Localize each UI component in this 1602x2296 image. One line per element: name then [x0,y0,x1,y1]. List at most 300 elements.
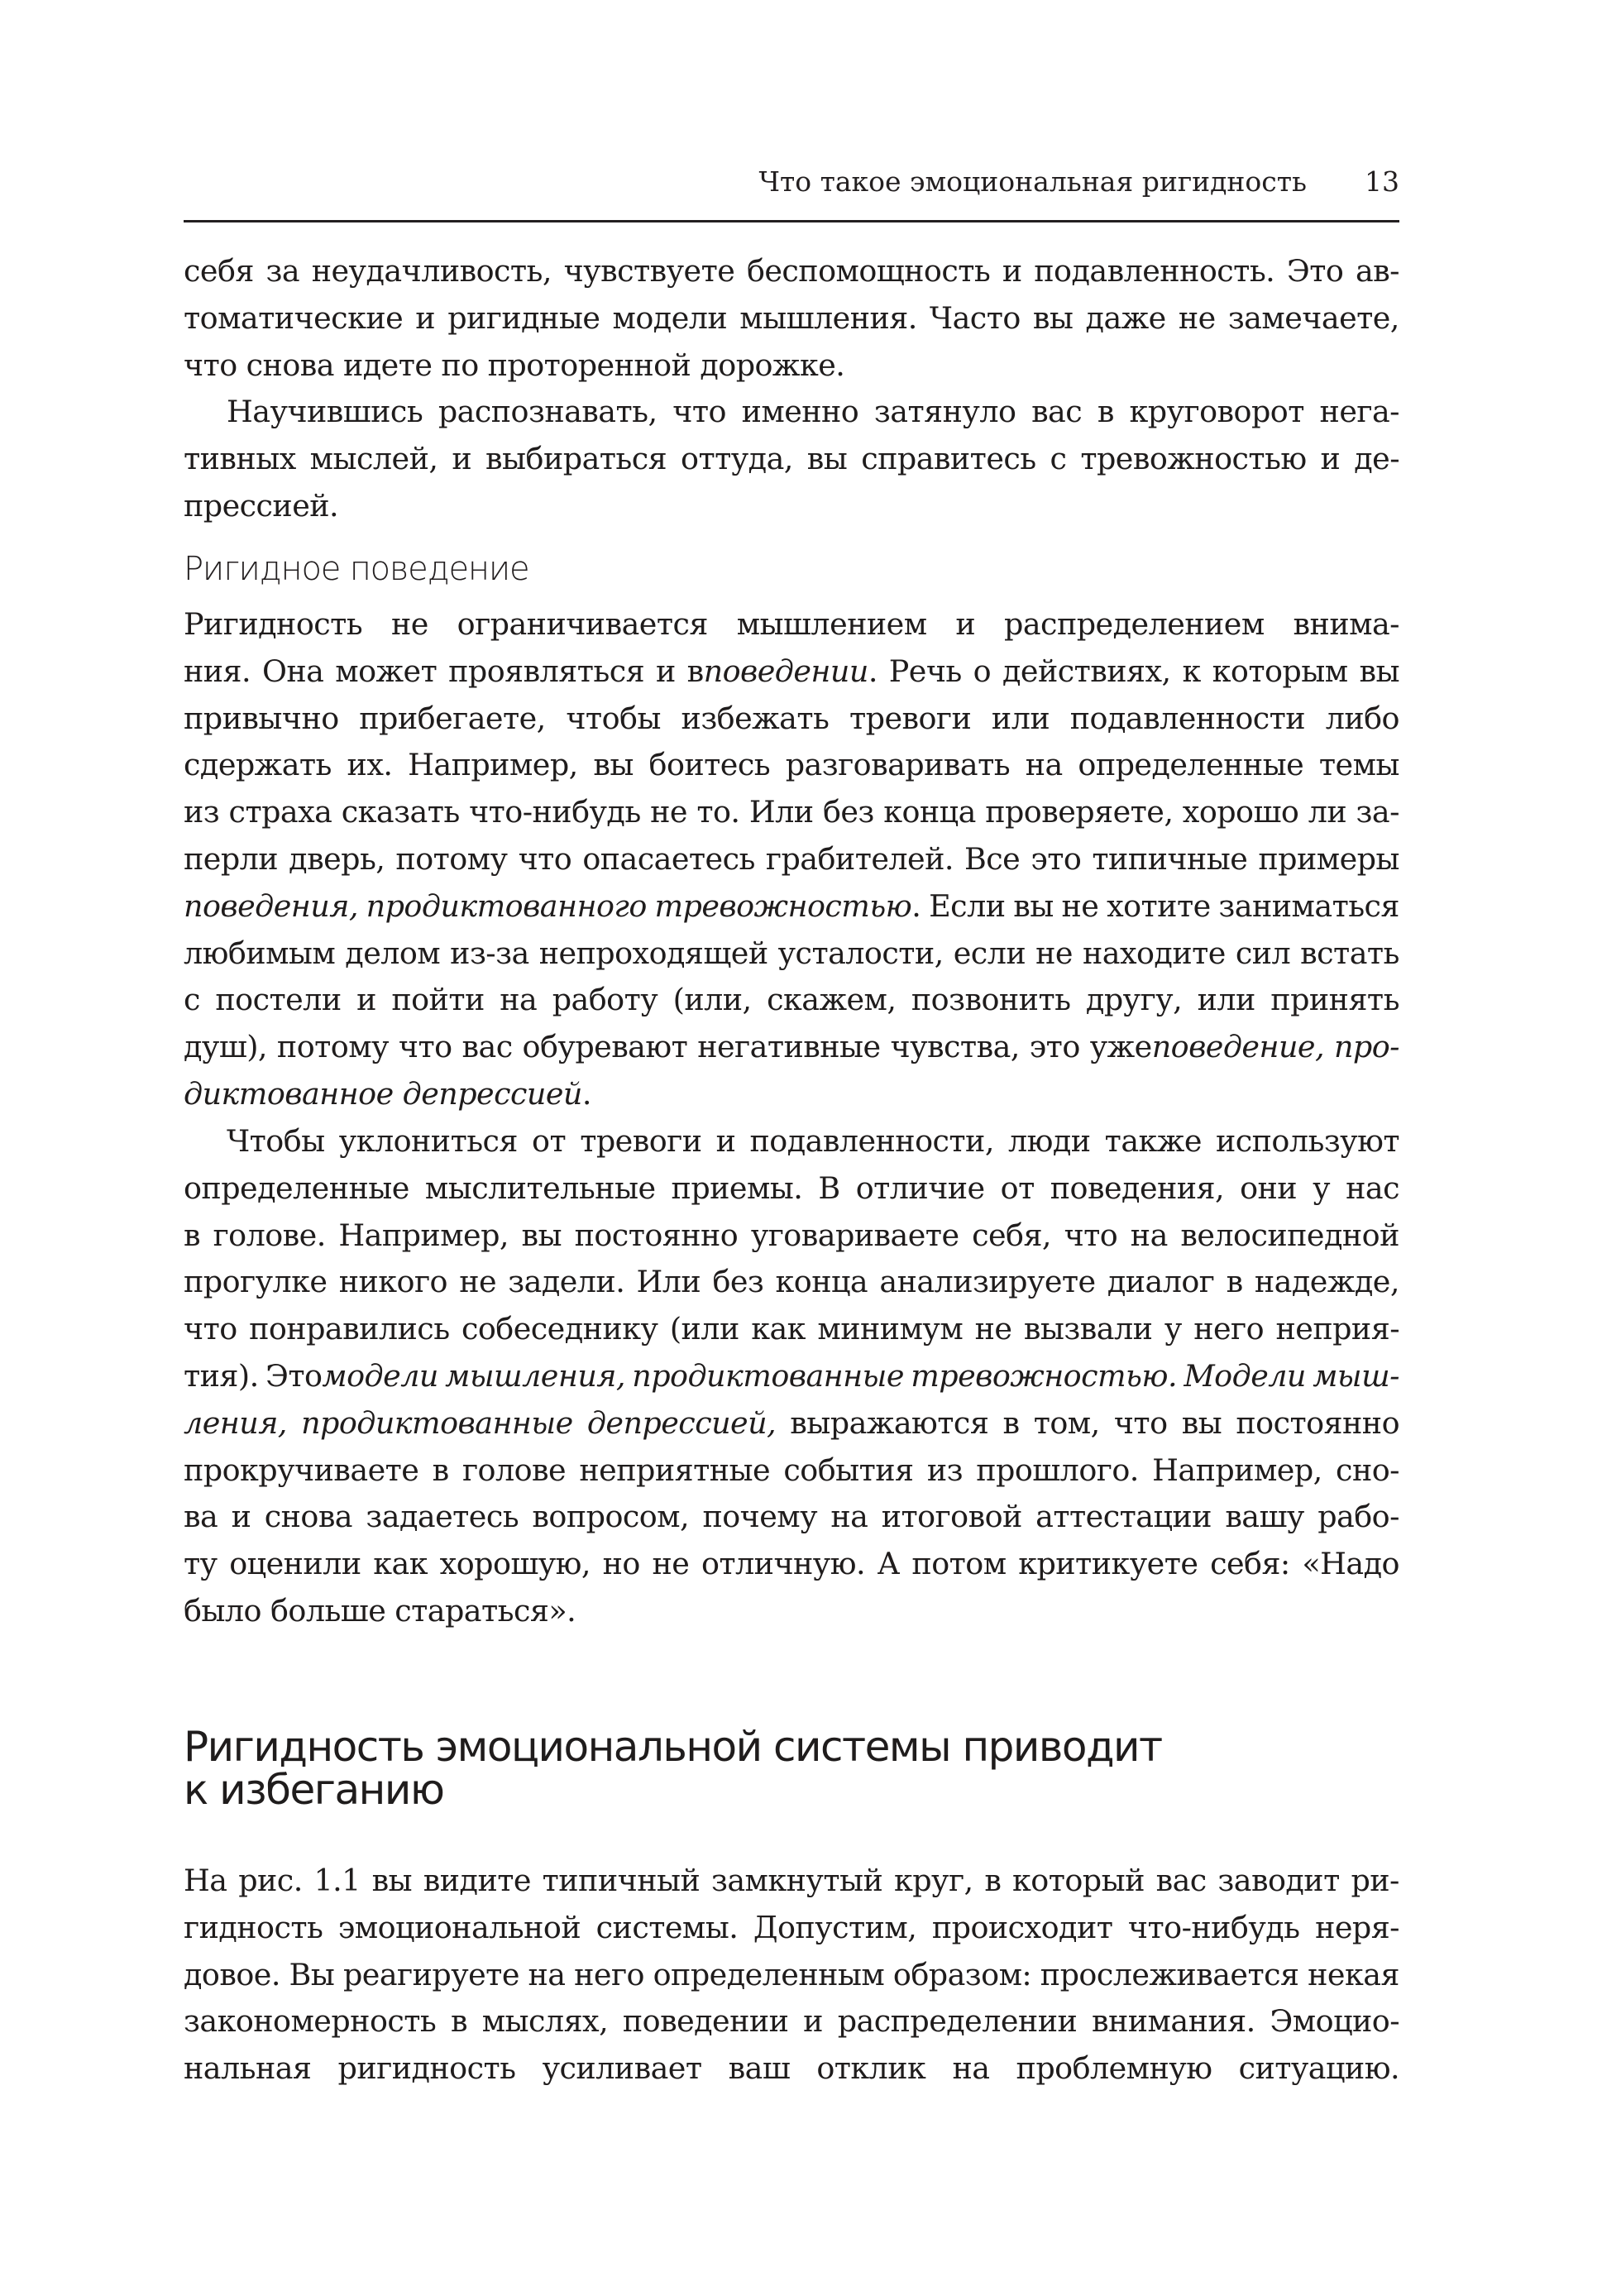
word: постоянно [1236,1404,1399,1441]
word: отклик [816,2050,926,2087]
word: Научившись [227,394,423,429]
word: непроходящей [538,935,768,971]
word: в [432,1452,449,1488]
word: мышлением [736,606,927,642]
word: с [184,982,200,1018]
word: Эмоцио- [1270,2003,1399,2040]
word: Модели [1184,1357,1306,1394]
word: что [518,840,572,877]
text-line [184,789,1399,836]
word: Все [964,840,1021,877]
word: итоговой [881,1499,1022,1535]
word: нальная [184,2050,312,2087]
word: без [822,794,874,830]
word: продиктованные [632,1357,904,1394]
word: и [955,606,976,642]
word: разговаривать [785,747,1011,783]
word: события [783,1452,914,1488]
word: что [184,347,237,383]
word: «Надо [1302,1546,1399,1582]
word: заниматься [1218,887,1399,924]
text-line [184,1905,1399,1952]
word: определенным [653,1956,885,1992]
word: довое. [184,1956,280,1992]
word: Ригидность [184,606,363,642]
word: ри- [1351,1863,1399,1898]
text-line [184,1998,1399,2045]
word: снова [264,1499,353,1535]
word: ситуацию. [1238,2050,1399,2087]
word: минимум [817,1311,964,1347]
word: душ), [184,1029,267,1065]
word: сказать [341,794,460,830]
word: избежать [681,700,830,736]
word: затянуло [873,394,1016,429]
word: В [818,1170,840,1206]
word: что [1064,1217,1118,1253]
word: анализируете [879,1264,1096,1300]
word: выбираться [485,440,667,476]
word: подавленность. [1034,253,1275,289]
word: мыш- [1313,1357,1399,1394]
word: Например, [338,1217,509,1253]
word: которым [1212,653,1348,689]
word: в [184,1217,200,1253]
word: даже [1085,299,1166,336]
word: усталости, [777,935,944,971]
word: видите [423,1863,531,1898]
word: не [974,1311,1012,1347]
word: о [973,653,992,689]
word: велосипедной [1180,1217,1399,1253]
word: На [184,1863,227,1898]
text-line [184,1306,1399,1353]
text-line [184,648,1399,696]
word: не [1061,887,1099,924]
word: Например, [408,747,578,783]
text-line [184,389,1399,436]
word: Этомодели [265,1357,438,1394]
word: обуревают [522,1029,688,1065]
word: Это [1286,253,1344,289]
word: конца [883,794,976,830]
word: вы [1032,299,1074,336]
word: приемы. [671,1170,803,1206]
word: нас [1346,1170,1399,1206]
word: усиливает [542,2050,702,2087]
word: что [184,1311,237,1347]
text-line [184,1494,1399,1541]
word: грабителей. [765,840,954,877]
word: ления, [184,1404,287,1441]
word: неприя- [1275,1311,1399,1347]
word: вы [371,1863,413,1898]
word: дверь, [289,840,385,877]
word: Она [261,653,324,689]
word: Вы [289,1956,335,1992]
word: проторенной [487,347,691,383]
word: что [398,1029,452,1065]
word: опасаетесь [582,840,755,877]
word: уклониться [338,1123,518,1159]
word: подавленности, [749,1123,994,1159]
word: Например, [1152,1452,1322,1488]
word: и [452,440,472,476]
word: голове. [213,1217,326,1253]
word: или [1197,982,1255,1018]
word: Речь [888,653,962,689]
word: прослеживается [1040,1956,1299,1992]
text-line [184,1858,1399,1905]
text-line [184,1165,1399,1213]
text-line [184,1400,1399,1447]
text-line [184,601,1399,648]
word: вы [1359,653,1399,689]
word: прессией. [184,487,339,524]
word: постоянно [574,1217,739,1253]
word: мышления. [739,299,917,336]
word: собеседнику [461,1311,658,1347]
word: (или, [672,982,752,1018]
word: почему [702,1499,818,1535]
word: круг, [893,1863,973,1898]
text-line [184,1588,1399,1635]
word: А [877,1546,900,1582]
word: Чтобы [227,1123,325,1159]
word: на [952,2050,990,2087]
word: больше [270,1592,386,1629]
word: себя, [972,1217,1051,1253]
running-header-title: Что такое эмоциональная ригидность [758,165,1307,198]
word: пойти [391,982,485,1018]
word: распределении [837,2003,1078,2040]
word: в [450,2003,467,2040]
word: с [1050,440,1067,476]
word: мыслях, [481,2003,609,2040]
word: чтобы [566,700,661,736]
word: и [356,982,376,1018]
word: работу [552,982,658,1018]
word: вы [1181,1404,1222,1441]
word: это [1029,1029,1080,1065]
word: но [602,1546,640,1582]
text-line [184,1952,1399,1999]
word: снова [246,347,334,383]
word: Или [636,1264,701,1300]
word: на [528,1956,566,1992]
word: депрессией, [586,1404,777,1441]
word: тивных [184,440,296,476]
word: находите [1082,935,1226,971]
text-line [184,883,1399,930]
word: без [712,1264,764,1300]
word: про- [1333,1029,1399,1065]
text-line [184,342,1399,390]
section-heading-line-1: Ригидность эмоциональной системы приводит [184,1723,1162,1771]
word: Или [748,794,814,830]
word: рабо- [1317,1499,1399,1535]
word: типичные [1092,840,1248,877]
word: сдержать [184,747,332,783]
word: в [1226,1264,1243,1300]
word: модели [612,299,728,336]
word: страха [228,794,332,830]
word: уговариваете [750,1217,959,1253]
word: закономерность [184,2003,437,2040]
text-line [184,1353,1399,1400]
word: вповедении. [686,653,878,689]
word: на [830,1499,868,1535]
word: они [1240,1170,1298,1206]
word: выражаются [790,1404,989,1441]
word: прокручиваете [184,1452,419,1488]
word: и [803,2003,823,2040]
word: не [1035,935,1073,971]
word: делом [345,935,441,971]
paragraph-continued [184,248,1399,389]
word: замечаете, [1227,299,1399,336]
word: мыслительные [424,1170,656,1206]
word: вопросом, [532,1499,690,1535]
word: ли [1308,794,1347,830]
word: из [184,794,220,830]
word: вызвали [1023,1311,1153,1347]
word: ограничивается [457,606,708,642]
word: определенные [1078,747,1304,783]
word: продиктованные [301,1404,573,1441]
word: ния. [184,653,251,689]
word: тревоги [580,1123,702,1159]
word: тревожностью. [911,1357,1178,1394]
word: потому [395,840,508,877]
section-heading [184,1723,1162,1814]
word: себя: [1210,1546,1290,1582]
word: неприятные [579,1452,771,1488]
word: было [184,1592,261,1629]
word: на [1130,1217,1168,1253]
word: постели [215,982,342,1018]
word: подавленности [1069,700,1306,736]
word: прогулке [184,1264,328,1300]
word: хотите [1107,887,1211,924]
word: задели. [508,1264,625,1300]
word: ваш [728,2050,791,2087]
word: типичный [542,1863,701,1898]
word: неря- [1315,1909,1399,1945]
word: замкнутый [710,1863,883,1898]
word: вас [461,1029,513,1065]
text-line [184,930,1399,978]
word: образом: [892,1956,1032,1992]
word: на [1025,747,1063,783]
word: и [1002,253,1022,289]
text-line [184,483,1399,530]
word: оттуда, [681,440,793,476]
word: принять [1270,982,1399,1018]
word: вашу [1225,1499,1304,1535]
text-line [184,1541,1399,1588]
text-line [184,436,1399,483]
word: у [1164,1311,1182,1347]
paragraph-mental-strategies [184,1118,1399,1635]
text-line [184,1024,1399,1071]
word: также [1104,1123,1202,1159]
word: чувства, [890,1029,1020,1065]
word: себя [184,253,254,289]
word: круговорот [1129,394,1304,429]
word: действиях, [1002,653,1171,689]
word: проблемную [1016,2050,1212,2087]
word: оценили [229,1546,361,1582]
word: внима- [1293,606,1399,642]
word: что [1113,1404,1168,1441]
word: голове [461,1452,567,1488]
word: внимания. [1091,2003,1255,2040]
word: справитесь [861,440,1036,476]
word: не [390,606,428,642]
word: на [500,982,538,1018]
word: прибегаете, [359,700,546,736]
word: встать [1300,935,1399,971]
word: диктованное [184,1075,394,1112]
word: вы [1013,887,1054,924]
word: конца [775,1264,868,1300]
word: ту [184,1546,218,1582]
word: мыслей, [309,440,438,476]
word: некая [1308,1956,1399,1992]
word: к [1182,653,1201,689]
word: перли [184,840,279,877]
text-line [184,977,1399,1024]
word: эмоциональной [337,1909,581,1945]
word: задаетесь [366,1499,519,1535]
text-line [184,1447,1399,1495]
word: и [715,1123,736,1159]
word: то. [696,794,740,830]
paragraph-learning-to-recognize [184,389,1399,529]
word: привычно [184,700,339,736]
word: у [1313,1170,1331,1206]
word: депрессией. [402,1075,591,1112]
word: диалог [1107,1264,1215,1300]
word: мышления, [445,1357,625,1394]
word: Часто [929,299,1021,336]
word: что-нибудь [1127,1909,1300,1945]
word: позвонить [911,982,1071,1018]
word: распознавать, [438,394,658,429]
word: потому [276,1029,389,1065]
word: стараться». [395,1592,576,1629]
word: вы [593,747,634,783]
word: либо [1325,700,1399,736]
word: сно- [1336,1452,1399,1488]
word: беспомощность [746,253,991,289]
word: ав- [1355,253,1399,289]
word: дорожке. [700,347,845,383]
word: отличную. [701,1546,866,1582]
word: поведении [622,2003,789,2040]
word: и [231,1499,251,1535]
word: их. [347,747,393,783]
word: не [1178,299,1216,336]
text-line [184,1259,1399,1306]
word: отличие [855,1170,985,1206]
word: в [984,1863,1002,1898]
word: любимым [184,935,336,971]
word: за [265,253,300,289]
word: из [926,1452,963,1488]
header-divider [184,220,1399,222]
word: вы [521,1217,562,1253]
word: от [532,1123,567,1159]
word: и [655,653,676,689]
word: если [953,935,1026,971]
word: другу, [1085,982,1183,1018]
word: тревоги [849,700,972,736]
word: из-за [450,935,529,971]
word: что [672,394,726,429]
text-line [184,2045,1399,2093]
word: проверяете, [985,794,1174,830]
word: может [335,653,438,689]
word: тия). [184,1357,259,1394]
word: как [751,1311,806,1347]
text-line [184,1118,1399,1165]
word: чувствуете [563,253,735,289]
word: потом [911,1546,1007,1582]
word: идете [342,347,433,383]
word: ва [184,1499,218,1535]
word: ригидные [447,299,600,336]
word: определенные [184,1170,409,1206]
word: ригидность [337,2050,516,2087]
word: томатические [184,299,404,336]
word: в [1002,1404,1020,1441]
word: де- [1354,440,1399,476]
running-header [184,165,1399,215]
word: темы [1318,747,1399,783]
word: и [1320,440,1341,476]
word: понравились [249,1311,450,1347]
text-line [184,1213,1399,1260]
word: который [1012,1863,1145,1898]
word: аттестации [1035,1499,1212,1535]
word: надежде, [1254,1264,1399,1300]
word: заводит [1217,1863,1340,1898]
word: как [373,1546,428,1582]
word: от [1000,1170,1035,1206]
word: по [441,347,479,383]
word: Допустим, [753,1909,917,1945]
word: Если [929,887,1006,924]
word: хорошо [1182,794,1299,830]
word: происходит [931,1909,1113,1945]
word: в [1097,394,1114,429]
text-line [184,248,1399,295]
word: поведения, [1050,1170,1225,1206]
word: нега- [1319,394,1399,429]
word: негативные [697,1029,881,1065]
word: именно [741,394,859,429]
word: 1.1 [313,1863,361,1898]
subheading-rigid-behavior: Ригидное поведение [184,550,529,588]
word: за- [1356,794,1399,830]
word: вы [806,440,848,476]
word: никого [338,1264,447,1300]
word: критикуете [1018,1546,1198,1582]
word: сил [1235,935,1291,971]
word: системы. [595,1909,739,1945]
